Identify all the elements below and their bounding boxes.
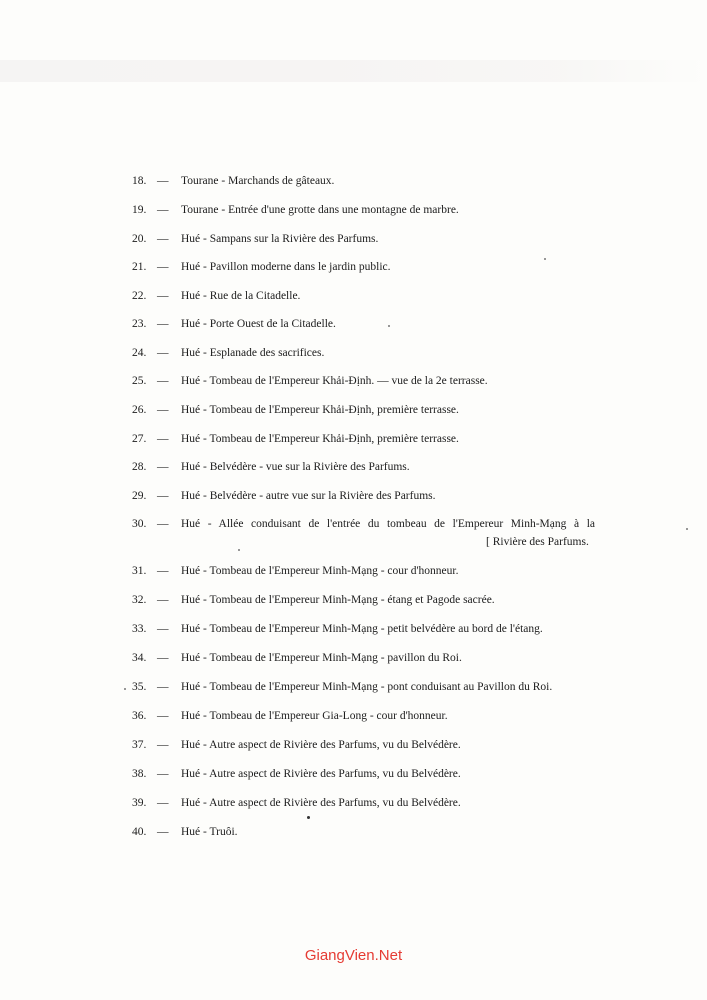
list-item — [0, 514, 707, 534]
item-dash: — — [157, 739, 169, 751]
item-caption: Hué - Pavillon moderne dans le jardin public. — [181, 261, 391, 273]
item-dash: — — [157, 826, 169, 838]
list-item — [0, 371, 707, 391]
item-number: 38. — [132, 768, 147, 780]
scan-speck — [388, 325, 390, 327]
item-number: 23. — [132, 318, 147, 330]
watermark: GiangVien.Net — [304, 947, 403, 964]
item-caption: Hué - Autre aspect de Rivière des Parfums, vu du Belvédère. — [181, 739, 461, 751]
item-number: 22. — [132, 290, 147, 302]
item-dash: — — [157, 433, 169, 445]
scan-speck — [124, 688, 126, 690]
item-caption: Hué - Tombeau de l'Empereur Minh-Mạng - étang et Pagode sacrée. — [181, 594, 495, 606]
item-dash: — — [157, 204, 169, 216]
list-item — [0, 735, 707, 755]
item-number: 39. — [132, 797, 147, 809]
item-dash: — — [157, 318, 169, 330]
list-item — [0, 229, 707, 249]
list-item — [0, 486, 707, 506]
item-caption: Hué - Porte Ouest de la Citadelle. — [181, 318, 336, 330]
scan-speck — [238, 549, 240, 551]
scan-speck — [686, 528, 688, 530]
item-dash: — — [157, 681, 169, 693]
scan-speck — [307, 816, 310, 819]
item-caption: Hué - Autre aspect de Rivière des Parfums, vu du Belvédère. — [181, 797, 461, 809]
item-number: 25. — [132, 375, 147, 387]
item-number: 21. — [132, 261, 147, 273]
item-dash: — — [157, 518, 169, 530]
item-number: 30. — [132, 518, 147, 530]
list-item — [0, 764, 707, 784]
item-dash: — — [157, 175, 169, 187]
list-item — [0, 286, 707, 306]
item-dash: — — [157, 623, 169, 635]
item-caption: Hué - Autre aspect de Rivière des Parfums, vu du Belvédère. — [181, 768, 461, 780]
item-caption: Hué - Tombeau de l'Empereur Minh-Mạng - pont conduisant au Pavillon du Roi. — [181, 681, 553, 693]
item-number: 37. — [132, 739, 147, 751]
item-number: 24. — [132, 347, 147, 359]
list-item — [0, 457, 707, 477]
item-dash: — — [157, 461, 169, 473]
item-caption: Hué - Esplanade des sacrifices. — [181, 347, 325, 359]
list-item — [0, 200, 707, 220]
item-dash: — — [157, 710, 169, 722]
item-number: 28. — [132, 461, 147, 473]
item-caption: Hué - Belvédère - vue sur la Rivière des Parfums. — [181, 461, 410, 473]
list-item — [0, 648, 707, 668]
list-item — [0, 343, 707, 363]
item-caption: Tourane - Marchands de gâteaux. — [181, 175, 335, 187]
item-dash: — — [157, 347, 169, 359]
item-dash: — — [157, 404, 169, 416]
item-dash: — — [157, 490, 169, 502]
item-caption-continuation: [ Rivière des Parfums. — [486, 536, 589, 548]
item-caption: Hué - Tombeau de l'Empereur Minh-Mạng - petit belvédère au bord de l'étang. — [181, 623, 543, 635]
list-item — [0, 561, 707, 581]
list-item — [0, 677, 707, 697]
item-caption: Hué - Sampans sur la Rivière des Parfums. — [181, 233, 379, 245]
item-number: 18. — [132, 175, 147, 187]
item-caption: Hué - Belvédère - autre vue sur la Rivière des Parfums. — [181, 490, 436, 502]
item-number: 20. — [132, 233, 147, 245]
item-number: 36. — [132, 710, 147, 722]
list-item — [0, 590, 707, 610]
scan-speck — [544, 258, 546, 260]
item-dash: — — [157, 375, 169, 387]
list-item — [0, 429, 707, 449]
list-item — [0, 619, 707, 639]
list-item — [0, 706, 707, 726]
item-caption: Hué - Truôi. — [181, 826, 238, 838]
item-dash: — — [157, 290, 169, 302]
list-item — [0, 822, 707, 842]
item-number: 19. — [132, 204, 147, 216]
item-number: 40. — [132, 826, 147, 838]
item-dash: — — [157, 768, 169, 780]
item-caption: Hué - Tombeau de l'Empereur Khải-Định, première terrasse. — [181, 404, 459, 416]
list-item — [0, 171, 707, 191]
item-caption: Hué - Allée conduisant de l'entrée du tombeau de l'Empereur Minh-Mạng à la — [181, 518, 595, 530]
list-item — [0, 400, 707, 420]
item-dash: — — [157, 233, 169, 245]
item-caption: Tourane - Entrée d'une grotte dans une montagne de marbre. — [181, 204, 459, 216]
list-item — [0, 257, 707, 277]
item-dash: — — [157, 594, 169, 606]
item-dash: — — [157, 652, 169, 664]
item-caption: Hué - Rue de la Citadelle. — [181, 290, 301, 302]
item-caption: Hué - Tombeau de l'Empereur Khải-Định. — vue de la 2e terrasse. — [181, 375, 488, 387]
item-number: 32. — [132, 594, 147, 606]
item-caption: Hué - Tombeau de l'Empereur Khải-Định, première terrasse. — [181, 433, 459, 445]
item-number: 35. — [132, 681, 147, 693]
item-dash: — — [157, 261, 169, 273]
item-dash: — — [157, 797, 169, 809]
item-caption: Hué - Tombeau de l'Empereur Minh-Mạng - cour d'honneur. — [181, 565, 459, 577]
item-number: 29. — [132, 490, 147, 502]
list-item — [0, 793, 707, 813]
list-item — [0, 314, 707, 334]
item-number: 33. — [132, 623, 147, 635]
item-number: 31. — [132, 565, 147, 577]
item-number: 26. — [132, 404, 147, 416]
item-caption: Hué - Tombeau de l'Empereur Gia-Long - cour d'honneur. — [181, 710, 448, 722]
item-number: 34. — [132, 652, 147, 664]
item-number: 27. — [132, 433, 147, 445]
item-caption: Hué - Tombeau de l'Empereur Minh-Mạng - pavillon du Roi. — [181, 652, 462, 664]
item-dash: — — [157, 565, 169, 577]
